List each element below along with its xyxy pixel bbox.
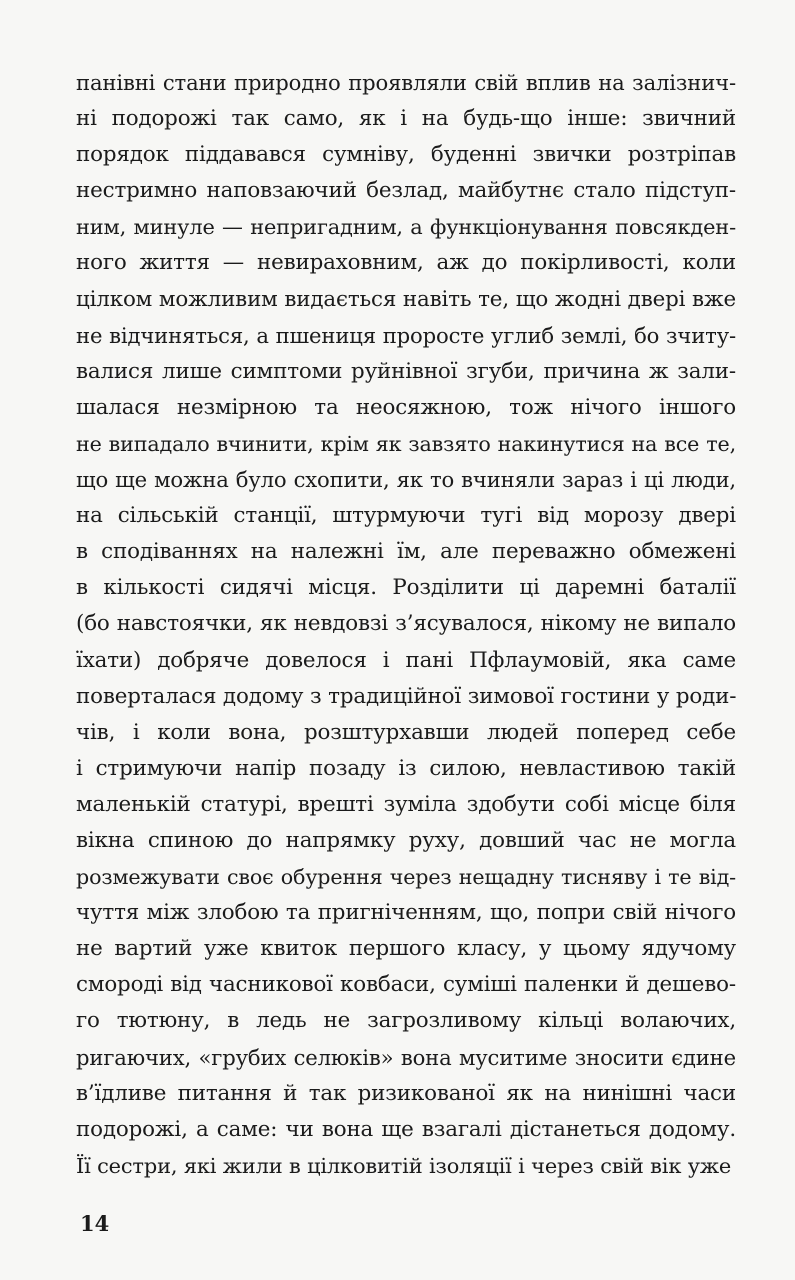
text-line: їхати) добряче довелося і пані Пфлаумовій, яка саме (76, 647, 736, 673)
text-line: вікна спиною до напрямку руху, довший час не могла (76, 827, 736, 853)
text-line: шалася незмірною та неосяжною, тож нічого іншого (76, 394, 736, 420)
text-line: в кількості сидячі місця. Розділити ці даремні баталії (76, 575, 736, 601)
text-line: не відчиняться, а пшениця проросте углиб землі, бо зчиту- (76, 322, 736, 348)
text-line: розмежувати своє обурення через нещадну тисняву і те від- (76, 865, 736, 890)
text-line: поверталася додому з традиційної зимової гостини у роди- (76, 683, 737, 709)
text-line: ного життя — невираховним, аж до покірливості, коли (76, 250, 736, 276)
text-line: на сільській станції, штурмуючи тугі від морозу двері (76, 503, 736, 529)
text-line: ні подорожі так само, як і на будь-що інше: звичний (76, 106, 736, 132)
text-line: ним, минуле — непригадним, а функціонування повсякден- (76, 215, 736, 240)
page-number: 14 (80, 1211, 110, 1236)
text-line: що ще можна було схопити, як то вчиняли зараз і ці люди, (76, 467, 736, 493)
text-line: ригаючих, «грубих селюків» вона муситиме зносити єдине (76, 1044, 736, 1070)
text-line: не вартий уже квиток першого класу, у цьому ядучому (76, 936, 736, 962)
text-line: в сподіваннях на належні їм, але переважно обмежені (76, 539, 736, 565)
text-line: і стримуючи напір позаду із силою, невластивою такій (76, 755, 736, 781)
text-line: нестримно наповзаючий безлад, майбутнє стало підступ- (76, 178, 736, 204)
text-line: маленькій статурі, врешті зуміла здобути собі місце біля (76, 791, 736, 817)
text-line: порядок піддавався сумніву, буденні звички розтріпав (76, 142, 736, 168)
text-line: чів, і коли вона, розштурхавши людей поперед себе (76, 719, 736, 745)
text-line: панівні стани природно проявляли свій вплив на залізнич- (76, 70, 736, 95)
text-line: (бо навстоячки, як невдовзі з’ясувалося, нікому не випало (76, 611, 736, 637)
text-line: подорожі, а саме: чи вона ще взагалі дістанеться додому. (76, 1116, 736, 1142)
text-line: Її сестри, які жили в цілковитій ізоляції і через свій вік уже (76, 1153, 732, 1178)
text-line: не випадало вчинити, крім як завзято накинутися на все те, (76, 431, 736, 456)
text-line: в’їдливе питання й так ризикованої як на нинішні часи (76, 1080, 736, 1106)
text-line: валися лише симптоми руйнівної згуби, причина ж зали- (76, 358, 736, 384)
text-line: цілком можливим видається навіть те, що жодні двері вже (76, 286, 736, 312)
body-text (76, 65, 736, 1184)
text-line: го тютюну, в ледь не загрозливому кільці волаючих, (76, 1008, 736, 1034)
text-line: смороді від часникової ковбаси, суміші паленки й дешево- (76, 972, 736, 998)
text-line: чуття між злобою та пригніченням, що, попри свій нічого (76, 900, 736, 926)
